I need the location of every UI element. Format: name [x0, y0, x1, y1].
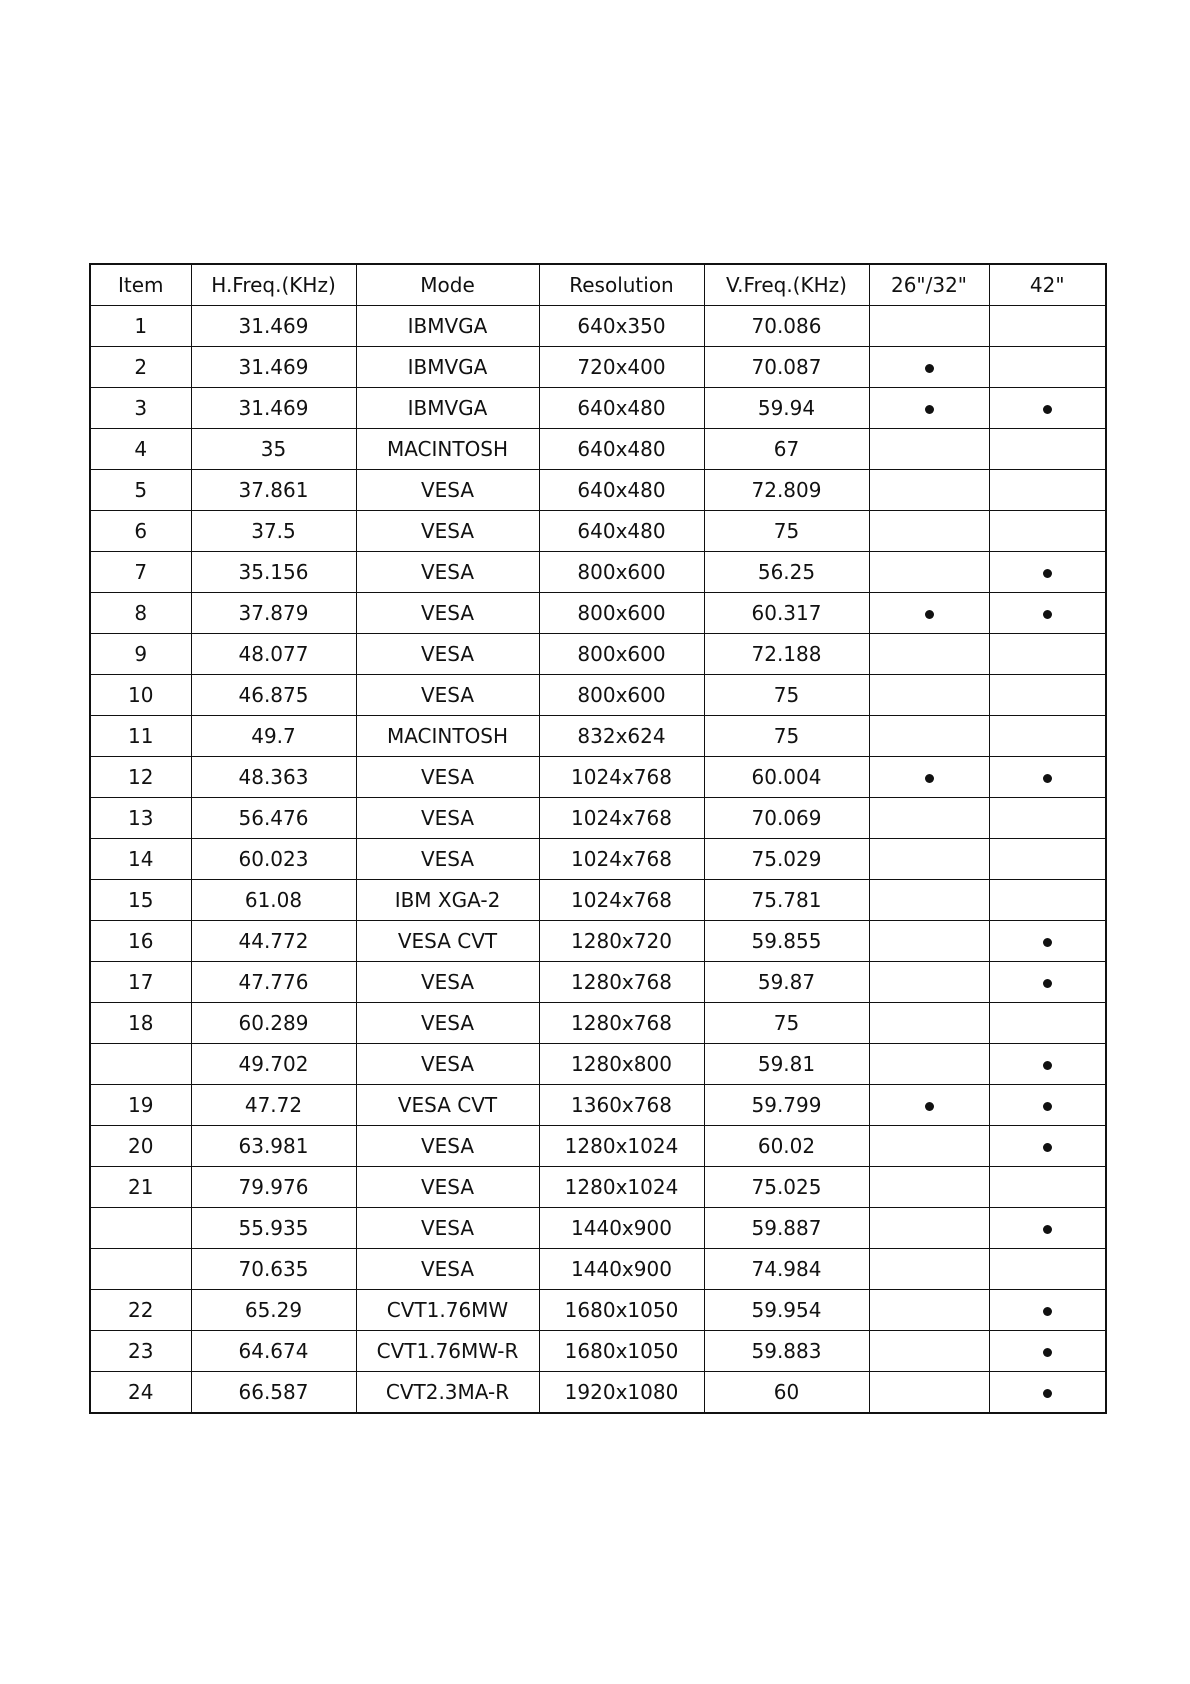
- cell-size-42: [989, 429, 1106, 470]
- cell-size-26-32: [869, 1372, 989, 1414]
- cell-mode: CVT2.3MA-R: [356, 1372, 539, 1414]
- supported-dot-icon: [925, 364, 934, 373]
- cell-size-42: [989, 798, 1106, 839]
- cell-size-26-32: [869, 470, 989, 511]
- cell-item: 16: [90, 921, 191, 962]
- table-row: [90, 1290, 1106, 1331]
- cell-vfreq: 70.087: [704, 347, 869, 388]
- cell-item: [90, 1249, 191, 1290]
- cell-mode: VESA: [356, 1126, 539, 1167]
- cell-size-26-32: [869, 921, 989, 962]
- cell-mode: IBMVGA: [356, 306, 539, 347]
- cell-resolution: 832x624: [539, 716, 704, 757]
- cell-mode: VESA: [356, 757, 539, 798]
- cell-mode: MACINTOSH: [356, 716, 539, 757]
- header-resolution: Resolution: [539, 264, 704, 306]
- cell-size-42: [989, 1331, 1106, 1372]
- cell-size-26-32: [869, 880, 989, 921]
- cell-item: 2: [90, 347, 191, 388]
- cell-size-42: [989, 1167, 1106, 1208]
- cell-size-42: [989, 552, 1106, 593]
- cell-item: [90, 1208, 191, 1249]
- cell-item: 9: [90, 634, 191, 675]
- table-header-row: [90, 264, 1106, 306]
- cell-vfreq: 75.025: [704, 1167, 869, 1208]
- cell-vfreq: 75: [704, 511, 869, 552]
- cell-vfreq: 59.94: [704, 388, 869, 429]
- cell-vfreq: 56.25: [704, 552, 869, 593]
- cell-item: 23: [90, 1331, 191, 1372]
- supported-dot-icon: [1043, 1225, 1052, 1234]
- cell-size-26-32: [869, 511, 989, 552]
- cell-vfreq: 72.809: [704, 470, 869, 511]
- cell-vfreq: 60: [704, 1372, 869, 1414]
- table-row: [90, 880, 1106, 921]
- supported-dot-icon: [1043, 1102, 1052, 1111]
- cell-size-42: [989, 593, 1106, 634]
- cell-resolution: 800x600: [539, 634, 704, 675]
- cell-size-42: [989, 1249, 1106, 1290]
- cell-item: 15: [90, 880, 191, 921]
- cell-hfreq: 79.976: [191, 1167, 356, 1208]
- cell-mode: VESA: [356, 470, 539, 511]
- table-row: [90, 675, 1106, 716]
- supported-dot-icon: [925, 1102, 934, 1111]
- cell-mode: VESA: [356, 1249, 539, 1290]
- cell-item: 10: [90, 675, 191, 716]
- supported-dot-icon: [1043, 405, 1052, 414]
- cell-vfreq: 59.87: [704, 962, 869, 1003]
- cell-item: 14: [90, 839, 191, 880]
- table-row: [90, 470, 1106, 511]
- cell-vfreq: 59.81: [704, 1044, 869, 1085]
- cell-hfreq: 35.156: [191, 552, 356, 593]
- table-row: [90, 429, 1106, 470]
- table-row: [90, 1331, 1106, 1372]
- cell-size-26-32: [869, 962, 989, 1003]
- cell-mode: MACINTOSH: [356, 429, 539, 470]
- cell-vfreq: 60.004: [704, 757, 869, 798]
- cell-resolution: 1024x768: [539, 880, 704, 921]
- cell-vfreq: 70.069: [704, 798, 869, 839]
- cell-size-26-32: [869, 1167, 989, 1208]
- cell-hfreq: 60.023: [191, 839, 356, 880]
- cell-size-26-32: [869, 347, 989, 388]
- cell-size-26-32: [869, 1126, 989, 1167]
- cell-vfreq: 67: [704, 429, 869, 470]
- cell-mode: IBMVGA: [356, 388, 539, 429]
- cell-hfreq: 49.702: [191, 1044, 356, 1085]
- cell-item: 19: [90, 1085, 191, 1126]
- cell-size-42: [989, 470, 1106, 511]
- cell-item: 8: [90, 593, 191, 634]
- supported-dot-icon: [1043, 1348, 1052, 1357]
- cell-mode: VESA: [356, 593, 539, 634]
- cell-hfreq: 49.7: [191, 716, 356, 757]
- header-size-26-32: 26"/32": [869, 264, 989, 306]
- cell-resolution: 1280x720: [539, 921, 704, 962]
- cell-size-42: [989, 839, 1106, 880]
- supported-dot-icon: [1043, 938, 1052, 947]
- cell-mode: VESA: [356, 675, 539, 716]
- table-row: [90, 306, 1106, 347]
- cell-item: 1: [90, 306, 191, 347]
- table-row: [90, 839, 1106, 880]
- cell-hfreq: 31.469: [191, 347, 356, 388]
- cell-resolution: 1280x1024: [539, 1167, 704, 1208]
- cell-size-26-32: [869, 388, 989, 429]
- cell-mode: VESA: [356, 1167, 539, 1208]
- cell-size-26-32: [869, 1249, 989, 1290]
- table-row: [90, 757, 1106, 798]
- cell-size-26-32: [869, 757, 989, 798]
- cell-vfreq: 60.317: [704, 593, 869, 634]
- cell-mode: VESA: [356, 962, 539, 1003]
- cell-vfreq: 75.029: [704, 839, 869, 880]
- cell-hfreq: 60.289: [191, 1003, 356, 1044]
- cell-mode: VESA CVT: [356, 921, 539, 962]
- supported-dot-icon: [1043, 1307, 1052, 1316]
- supported-dot-icon: [925, 774, 934, 783]
- cell-size-42: [989, 1003, 1106, 1044]
- cell-size-42: [989, 962, 1106, 1003]
- table-row: [90, 798, 1106, 839]
- cell-mode: VESA CVT: [356, 1085, 539, 1126]
- cell-hfreq: 35: [191, 429, 356, 470]
- table-row: [90, 716, 1106, 757]
- cell-size-42: [989, 1044, 1106, 1085]
- supported-dot-icon: [925, 610, 934, 619]
- cell-size-42: [989, 921, 1106, 962]
- supported-dot-icon: [1043, 1061, 1052, 1070]
- cell-size-26-32: [869, 1331, 989, 1372]
- cell-hfreq: 48.077: [191, 634, 356, 675]
- cell-size-26-32: [869, 1003, 989, 1044]
- cell-resolution: 1440x900: [539, 1249, 704, 1290]
- table-row: [90, 347, 1106, 388]
- cell-resolution: 640x480: [539, 511, 704, 552]
- cell-item: 18: [90, 1003, 191, 1044]
- cell-vfreq: 59.855: [704, 921, 869, 962]
- cell-item: 6: [90, 511, 191, 552]
- cell-resolution: 1024x768: [539, 798, 704, 839]
- header-hfreq: H.Freq.(KHz): [191, 264, 356, 306]
- cell-size-42: [989, 347, 1106, 388]
- header-mode: Mode: [356, 264, 539, 306]
- cell-item: 5: [90, 470, 191, 511]
- cell-vfreq: 59.883: [704, 1331, 869, 1372]
- header-item: Item: [90, 264, 191, 306]
- cell-hfreq: 48.363: [191, 757, 356, 798]
- cell-hfreq: 46.875: [191, 675, 356, 716]
- cell-mode: VESA: [356, 552, 539, 593]
- supported-dot-icon: [925, 405, 934, 414]
- cell-vfreq: 60.02: [704, 1126, 869, 1167]
- table-row: [90, 634, 1106, 675]
- table-row: [90, 1003, 1106, 1044]
- cell-mode: VESA: [356, 798, 539, 839]
- cell-mode: VESA: [356, 634, 539, 675]
- cell-size-26-32: [869, 429, 989, 470]
- cell-resolution: 1280x800: [539, 1044, 704, 1085]
- cell-size-26-32: [869, 1290, 989, 1331]
- cell-size-42: [989, 1085, 1106, 1126]
- supported-dot-icon: [1043, 1389, 1052, 1398]
- cell-resolution: 1024x768: [539, 839, 704, 880]
- cell-size-26-32: [869, 1044, 989, 1085]
- cell-hfreq: 55.935: [191, 1208, 356, 1249]
- cell-size-42: [989, 880, 1106, 921]
- cell-vfreq: 75: [704, 1003, 869, 1044]
- cell-hfreq: 44.772: [191, 921, 356, 962]
- cell-hfreq: 63.981: [191, 1126, 356, 1167]
- supported-dot-icon: [1043, 569, 1052, 578]
- table-row: [90, 921, 1106, 962]
- cell-size-42: [989, 757, 1106, 798]
- cell-resolution: 720x400: [539, 347, 704, 388]
- cell-size-42: [989, 1290, 1106, 1331]
- cell-hfreq: 65.29: [191, 1290, 356, 1331]
- cell-item: 13: [90, 798, 191, 839]
- cell-item: 21: [90, 1167, 191, 1208]
- cell-size-42: [989, 634, 1106, 675]
- cell-size-26-32: [869, 552, 989, 593]
- cell-resolution: 800x600: [539, 593, 704, 634]
- supported-dot-icon: [1043, 610, 1052, 619]
- cell-vfreq: 72.188: [704, 634, 869, 675]
- table-row: [90, 552, 1106, 593]
- cell-item: [90, 1044, 191, 1085]
- table-row: [90, 1126, 1106, 1167]
- table-row: [90, 962, 1106, 1003]
- cell-hfreq: 66.587: [191, 1372, 356, 1414]
- cell-item: 3: [90, 388, 191, 429]
- timing-table: [89, 263, 1107, 1414]
- table-row: [90, 1208, 1106, 1249]
- cell-resolution: 640x480: [539, 429, 704, 470]
- cell-size-26-32: [869, 306, 989, 347]
- supported-dot-icon: [1043, 1143, 1052, 1152]
- cell-hfreq: 37.861: [191, 470, 356, 511]
- cell-hfreq: 61.08: [191, 880, 356, 921]
- cell-resolution: 640x480: [539, 388, 704, 429]
- cell-hfreq: 56.476: [191, 798, 356, 839]
- header-vfreq: V.Freq.(KHz): [704, 264, 869, 306]
- cell-size-26-32: [869, 1085, 989, 1126]
- cell-size-42: [989, 716, 1106, 757]
- cell-resolution: 1680x1050: [539, 1290, 704, 1331]
- cell-size-42: [989, 675, 1106, 716]
- cell-size-42: [989, 306, 1106, 347]
- table-row: [90, 1249, 1106, 1290]
- cell-resolution: 640x480: [539, 470, 704, 511]
- cell-size-42: [989, 388, 1106, 429]
- cell-vfreq: 59.799: [704, 1085, 869, 1126]
- cell-item: 17: [90, 962, 191, 1003]
- cell-size-26-32: [869, 798, 989, 839]
- cell-vfreq: 75: [704, 716, 869, 757]
- cell-mode: VESA: [356, 839, 539, 880]
- cell-resolution: 1024x768: [539, 757, 704, 798]
- cell-size-42: [989, 1126, 1106, 1167]
- table-row: [90, 1044, 1106, 1085]
- cell-mode: VESA: [356, 1003, 539, 1044]
- cell-resolution: 1920x1080: [539, 1372, 704, 1414]
- cell-size-42: [989, 511, 1106, 552]
- cell-vfreq: 75: [704, 675, 869, 716]
- table-row: [90, 388, 1106, 429]
- table-row: [90, 1372, 1106, 1414]
- cell-hfreq: 31.469: [191, 306, 356, 347]
- cell-item: 22: [90, 1290, 191, 1331]
- cell-hfreq: 31.469: [191, 388, 356, 429]
- cell-vfreq: 75.781: [704, 880, 869, 921]
- cell-mode: CVT1.76MW-R: [356, 1331, 539, 1372]
- cell-item: 11: [90, 716, 191, 757]
- table-row: [90, 1167, 1106, 1208]
- cell-mode: VESA: [356, 1044, 539, 1085]
- cell-hfreq: 70.635: [191, 1249, 356, 1290]
- cell-mode: IBMVGA: [356, 347, 539, 388]
- cell-resolution: 1360x768: [539, 1085, 704, 1126]
- cell-hfreq: 37.879: [191, 593, 356, 634]
- cell-size-26-32: [869, 675, 989, 716]
- cell-size-26-32: [869, 716, 989, 757]
- cell-resolution: 1440x900: [539, 1208, 704, 1249]
- cell-size-26-32: [869, 839, 989, 880]
- cell-mode: IBM XGA-2: [356, 880, 539, 921]
- cell-resolution: 800x600: [539, 675, 704, 716]
- cell-resolution: 1280x768: [539, 962, 704, 1003]
- cell-resolution: 1280x1024: [539, 1126, 704, 1167]
- table-row: [90, 1085, 1106, 1126]
- table-row: [90, 593, 1106, 634]
- cell-item: 12: [90, 757, 191, 798]
- cell-size-26-32: [869, 593, 989, 634]
- cell-item: 24: [90, 1372, 191, 1414]
- cell-item: 7: [90, 552, 191, 593]
- cell-hfreq: 37.5: [191, 511, 356, 552]
- cell-hfreq: 47.72: [191, 1085, 356, 1126]
- cell-mode: VESA: [356, 1208, 539, 1249]
- cell-size-26-32: [869, 634, 989, 675]
- header-size-42: 42": [989, 264, 1106, 306]
- cell-hfreq: 47.776: [191, 962, 356, 1003]
- cell-size-26-32: [869, 1208, 989, 1249]
- supported-dot-icon: [1043, 979, 1052, 988]
- cell-item: 4: [90, 429, 191, 470]
- cell-mode: CVT1.76MW: [356, 1290, 539, 1331]
- cell-size-42: [989, 1208, 1106, 1249]
- cell-resolution: 1680x1050: [539, 1331, 704, 1372]
- cell-mode: VESA: [356, 511, 539, 552]
- cell-hfreq: 64.674: [191, 1331, 356, 1372]
- cell-vfreq: 59.887: [704, 1208, 869, 1249]
- cell-resolution: 640x350: [539, 306, 704, 347]
- cell-resolution: 1280x768: [539, 1003, 704, 1044]
- cell-item: 20: [90, 1126, 191, 1167]
- cell-vfreq: 74.984: [704, 1249, 869, 1290]
- table-row: [90, 511, 1106, 552]
- table-body: [90, 306, 1106, 1414]
- supported-dot-icon: [1043, 774, 1052, 783]
- cell-size-42: [989, 1372, 1106, 1414]
- cell-vfreq: 59.954: [704, 1290, 869, 1331]
- cell-vfreq: 70.086: [704, 306, 869, 347]
- cell-resolution: 800x600: [539, 552, 704, 593]
